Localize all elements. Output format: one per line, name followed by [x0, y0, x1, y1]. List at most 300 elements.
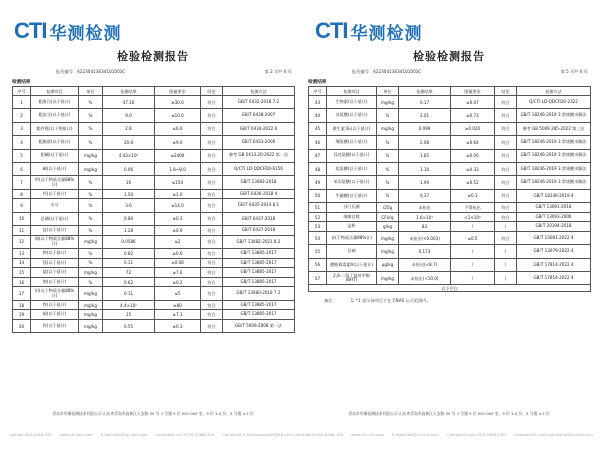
- cell-seq: 44: [309, 109, 327, 122]
- cell-result: 2.8: [103, 122, 155, 135]
- cell-result: 1.50: [103, 189, 155, 199]
- column-header-item: 检测项目: [327, 87, 377, 96]
- cell-method: GB/T 18246-2019 3 常规酸水解法: [517, 176, 591, 189]
- cell-method: GB/T 6432-2018 7.2: [223, 96, 295, 109]
- cell-limit: ≤6.0: [155, 122, 201, 135]
- cell-unit: mg/kg: [79, 149, 103, 162]
- cell-limit: ≥0.3: [155, 320, 201, 333]
- cell-unit: mg/kg: [377, 272, 399, 285]
- cell-limit: ≥0.3: [155, 212, 201, 225]
- cell-item: 镁(以干基计): [31, 258, 79, 268]
- cell-limit: 不得检出: [451, 203, 495, 213]
- table-row: [309, 149, 591, 162]
- cell-seq: 1: [13, 96, 31, 109]
- cell-item: 钠(以干基计): [31, 277, 79, 287]
- table-row: [13, 136, 295, 149]
- cell-conclusion: /: [495, 258, 517, 271]
- cell-item: 维生素 B₁(以干基计): [327, 122, 377, 135]
- cell-item: 沙门氏菌: [327, 203, 377, 213]
- cell-conclusion: 符合: [495, 212, 517, 222]
- cell-unit: mg/kg: [79, 310, 103, 320]
- table-row: [309, 272, 591, 285]
- cell-item: 钙(以干基计): [31, 189, 79, 199]
- table-row: [309, 203, 591, 213]
- cell-conclusion: 符合: [201, 268, 223, 278]
- column-header-conclusion: 结论: [495, 87, 517, 96]
- cell-item: 碘(以干基计): [31, 162, 79, 175]
- cell-limit: ≥0.56: [451, 149, 495, 162]
- cell-item: 异亮氨酸(以干基计): [327, 149, 377, 162]
- cell-method: GB/T 18246-2019 3 常规酸水解法: [517, 136, 591, 149]
- results-table-right: [308, 86, 591, 292]
- cell-result: 2.01: [399, 109, 451, 122]
- cell-method: GB/T 18246-2019 4: [517, 189, 591, 202]
- table-row: [13, 189, 295, 199]
- cell-unit: %: [377, 109, 399, 122]
- brand-logo-text: CTI: [315, 18, 348, 43]
- table-row: [13, 268, 295, 278]
- cell-result: 未检出: [399, 203, 451, 213]
- cell-result: 20.6: [103, 136, 155, 149]
- cell-unit: mg/kg: [79, 287, 103, 300]
- section-title: 检测结果: [308, 80, 327, 85]
- cell-method: GB/T 13081-2022 4: [517, 231, 591, 244]
- cell-method: GB/T 13885-2017: [223, 258, 295, 268]
- cell-result: 0.11: [103, 287, 155, 300]
- column-header-method: 检测方法: [517, 87, 591, 96]
- cell-seq: 55: [309, 245, 327, 258]
- cell-limit: ≥0.2: [155, 277, 201, 287]
- cell-limit: /: [451, 258, 495, 271]
- cell-limit: ≥0.07: [451, 96, 495, 109]
- cell-method: GB/T 6438-2007: [223, 109, 295, 122]
- brand-logo-chinese: 华测检测: [350, 23, 423, 44]
- cell-limit: ≥30.0: [155, 96, 201, 109]
- blank-marker: 以下空白: [309, 285, 591, 292]
- cell-seq: 57: [309, 272, 327, 285]
- cell-seq: 4: [13, 136, 31, 149]
- page-meta: [8, 69, 298, 75]
- cell-method: GB/T 13093-2006: [517, 212, 591, 222]
- cell-method: 参考 GB 5413.20-2022 第一法: [223, 149, 295, 162]
- cell-method: GB/T 13080-2018 7.2: [223, 287, 295, 300]
- cell-seq: 53: [309, 222, 327, 232]
- cell-limit: ≥0.64: [451, 136, 495, 149]
- cell-result: 0.82: [103, 249, 155, 259]
- table-row: [13, 258, 295, 268]
- cell-method: GB/T 13082-2021 8.2: [223, 235, 295, 248]
- cell-conclusion: 符合: [201, 109, 223, 122]
- remark: [324, 298, 594, 304]
- cell-unit: mg/kg: [377, 122, 399, 135]
- cell-item: 盐(以干基计): [31, 226, 79, 236]
- column-header-unit: 单位: [79, 87, 103, 96]
- cell-item: 钾(以干基计): [31, 249, 79, 259]
- brand-logo-text: CTI: [14, 18, 47, 43]
- cell-item: 汞(干物质含量88%计): [327, 231, 377, 244]
- cell-seq: 17: [13, 287, 31, 300]
- report-title: 检验检测报告: [117, 50, 189, 63]
- page-number: 第 2 页共 6 页: [264, 69, 292, 74]
- table-row: [309, 109, 591, 122]
- cell-unit: g/kg: [377, 222, 399, 232]
- cell-limit: 1.8~8.0: [155, 162, 201, 175]
- cell-conclusion: 符合: [495, 122, 517, 135]
- cell-item: 淀粉: [327, 222, 377, 232]
- blank-row: [309, 285, 591, 292]
- cell-result: 1.85: [399, 149, 451, 162]
- table-row: [309, 231, 591, 244]
- cell-result: 1.10: [399, 162, 451, 175]
- cell-unit: %: [79, 277, 103, 287]
- table-row: [309, 245, 591, 258]
- cell-method: 参考 GB 5009.285-2022 第三法: [517, 122, 591, 135]
- cell-method: GB/T 6437-2018: [223, 226, 295, 236]
- table-row: [13, 287, 295, 300]
- cell-unit: %: [79, 176, 103, 189]
- cell-limit: ≤14.0: [155, 199, 201, 212]
- cell-seq: 12: [13, 235, 31, 248]
- cell-limit: ≥1.0: [155, 189, 201, 199]
- cell-seq: 56: [309, 258, 327, 271]
- table-row: [13, 109, 295, 122]
- cell-unit: %: [377, 176, 399, 189]
- cell-result: 0.173: [399, 245, 451, 258]
- cell-result: 2.08: [399, 136, 451, 149]
- cell-unit: %: [377, 149, 399, 162]
- cell-method: Q/CTI LD-QDCFD0-2322: [517, 96, 591, 109]
- contact-item: Complaint call 0755-33681700: [155, 432, 215, 437]
- remark-label: 备注：: [324, 298, 337, 304]
- report-page-left: [8, 47, 298, 419]
- cell-item: 苏氨酸(以干基计): [327, 109, 377, 122]
- cell-limit: /: [451, 272, 495, 285]
- cell-item: 组氨酸(以干基计): [327, 162, 377, 175]
- cell-item: 铁(以干基计): [31, 300, 79, 310]
- cell-method: GB/T 6436-2018 4: [223, 189, 295, 199]
- section-title: 检测结果: [12, 80, 31, 85]
- cell-conclusion: 符合: [495, 149, 517, 162]
- cell-item: 总磷(以干基计): [31, 212, 79, 225]
- cell-item: 粗脂肪(以干基计): [31, 136, 79, 149]
- cell-result: 1.6×10³: [399, 212, 451, 222]
- page-footer: 青岛市华测检测技术有限公司 山东省青岛市高新区天安路 30 号 1 号楼 5 层 001-002 室、5 层 1-4 层、3 号楼 4-5 层: [52, 411, 254, 416]
- contact-item: Complaint E-mail:complaint@cti-cert.com: [513, 432, 593, 437]
- table-row: [309, 176, 591, 189]
- cell-seq: 13: [13, 249, 31, 259]
- report-title: 检验检测报告: [413, 50, 485, 63]
- cell-seq: 10: [13, 212, 31, 225]
- cell-unit: mg/kg: [79, 162, 103, 175]
- cell-seq: 52: [309, 212, 327, 222]
- cell-conclusion: 符合: [201, 249, 223, 259]
- cell-limit: ≤2: [155, 235, 201, 248]
- cell-result: 0.11: [103, 258, 155, 268]
- cell-item: 赭曲霉毒素A(以干基计): [327, 258, 377, 271]
- column-header-seq: 序号: [309, 87, 327, 96]
- cell-seq: 8: [13, 189, 31, 199]
- column-header-result: 检测结果: [399, 87, 451, 96]
- cell-item: 牛磺酸(以干基计): [327, 189, 377, 202]
- table-row: [13, 226, 295, 236]
- cell-conclusion: 符合: [201, 287, 223, 300]
- cell-conclusion: 符合: [495, 162, 517, 175]
- cell-unit: mg/kg: [79, 320, 103, 333]
- cell-method: GB/T 13885-2017: [223, 277, 295, 287]
- table-row: [13, 300, 295, 310]
- cell-conclusion: 符合: [201, 226, 223, 236]
- cell-result: 0.06: [103, 162, 155, 175]
- page-footer: 青岛市华测检测技术有限公司 山东省青岛市高新区天安路 30 号 1 号楼 5 层 001-002 室、5 层 1-4 层、3 号楼 4-5 层: [348, 411, 550, 416]
- table-row: [13, 212, 295, 225]
- cell-limit: /: [451, 245, 495, 258]
- brand-logo-chinese: 华测检测: [49, 23, 122, 44]
- cell-seq: 48: [309, 162, 327, 175]
- cell-unit: /25g: [377, 203, 399, 213]
- cell-seq: 45: [309, 122, 327, 135]
- table-row: [309, 136, 591, 149]
- cell-conclusion: 符合: [201, 277, 223, 287]
- table-row: [13, 249, 295, 259]
- cell-result: 72: [103, 268, 155, 278]
- cell-conclusion: /: [495, 272, 517, 285]
- column-header-limit: 限量要求: [155, 87, 201, 96]
- table-row: [13, 176, 295, 189]
- contact-item: Complaint call 0755-33681700: [446, 432, 506, 437]
- cell-limit: ≥9.0: [155, 136, 201, 149]
- cell-item: 铜(以干基计): [31, 310, 79, 320]
- cell-seq: 50: [309, 189, 327, 202]
- cell-item: 水分: [31, 199, 79, 212]
- cell-unit: mg/kg: [79, 235, 103, 248]
- contact-item: Hotline 400-6788-333: [10, 432, 52, 437]
- cell-seq: 18: [13, 300, 31, 310]
- table-row: [13, 122, 295, 135]
- cell-unit: mg/kg: [377, 96, 399, 109]
- table-row: [13, 320, 295, 333]
- cell-result: 1.90: [399, 176, 451, 189]
- cell-conclusion: 符合: [201, 235, 223, 248]
- cell-conclusion: 符合: [201, 176, 223, 189]
- cell-seq: 47: [309, 149, 327, 162]
- cell-seq: 6: [13, 162, 31, 175]
- cell-unit: CFU/g: [377, 212, 399, 222]
- cell-result: 0.17: [399, 96, 451, 109]
- column-header-seq: 序号: [13, 87, 31, 96]
- cell-item: 2,6-二叔丁基对甲酚(BHT): [327, 272, 377, 285]
- report-number: 报告编号：A2230413634101003C: [56, 69, 126, 74]
- table-row: [309, 189, 591, 202]
- contact-item: www.cti-cert.com: [351, 432, 385, 437]
- cell-item: 锌(以干基计): [31, 320, 79, 333]
- cell-conclusion: /: [495, 245, 517, 258]
- cell-item: 铅(以干物质含量88%计): [31, 287, 79, 300]
- cell-item: 生物素(以干基计): [327, 96, 377, 109]
- cell-conclusion: 符合: [201, 320, 223, 333]
- cell-method: GB/T 18246-2019 3 常规酸水解法: [517, 149, 591, 162]
- page-number: 第 5 页共 6 页: [560, 69, 588, 74]
- cell-method: GB/T 20194-2018: [517, 222, 591, 232]
- cell-conclusion: 符合: [495, 176, 517, 189]
- cell-seq: 5: [13, 149, 31, 162]
- cell-limit: /: [451, 222, 495, 232]
- cell-item: 锰(以干基计): [31, 268, 79, 278]
- cell-item: 粗灰分(以干基计): [31, 109, 79, 122]
- cell-method: GB/T 5009-2008 第一法: [223, 320, 295, 333]
- cell-method: GB/T 6433-2006: [223, 136, 295, 149]
- contact-item: Complaint E-mail:complaint@cti-cert.com: [222, 432, 302, 437]
- cell-limit: ≥7.6: [155, 268, 201, 278]
- cell-unit: mg/kg: [377, 231, 399, 244]
- cell-unit: %: [79, 96, 103, 109]
- cell-result: 83: [399, 222, 451, 232]
- cell-seq: 16: [13, 277, 31, 287]
- cell-seq: 9: [13, 199, 31, 212]
- cell-seq: 49: [309, 176, 327, 189]
- cell-conclusion: 符合: [201, 149, 223, 162]
- report-number: 报告编号：A2230413634101003C: [352, 69, 422, 74]
- cell-conclusion: 符合: [201, 310, 223, 320]
- cell-limit: <1×10⁴: [451, 212, 495, 222]
- cell-method: GB/T 13885-2017: [223, 310, 295, 320]
- cell-seq: 11: [13, 226, 31, 236]
- cell-result: 16: [103, 176, 155, 189]
- cell-seq: 43: [309, 96, 327, 109]
- cell-conclusion: 符合: [201, 199, 223, 212]
- table-row: [309, 258, 591, 271]
- cell-method: GB/T 6435-2014 8.1: [223, 199, 295, 212]
- cell-limit: ≥0.1: [451, 189, 495, 202]
- cell-limit: ≥0.9: [155, 226, 201, 236]
- cell-seq: 7: [13, 176, 31, 189]
- cell-result: 3.6: [103, 199, 155, 212]
- cell-unit: %: [79, 249, 103, 259]
- table-row: [309, 162, 591, 175]
- table-row: [309, 96, 591, 109]
- cell-item: 粗纤维(以干物质计): [31, 122, 79, 135]
- cell-method: GB/T 18246-2019 3 常规酸水解法: [517, 162, 591, 175]
- cell-method: GB/T 6437-2018: [223, 212, 295, 225]
- cell-seq: 14: [13, 258, 31, 268]
- cell-seq: 54: [309, 231, 327, 244]
- cell-method: GB/T 13885-2017: [223, 268, 295, 278]
- table-row: [13, 199, 295, 212]
- cell-conclusion: 符合: [201, 300, 223, 310]
- cell-method: GB/T 13885-2017: [223, 300, 295, 310]
- contact-bar: [10, 432, 593, 437]
- cell-conclusion: 符合: [495, 203, 517, 213]
- cell-result: 47.16: [103, 96, 155, 109]
- cell-conclusion: 符合: [201, 96, 223, 109]
- cell-conclusion: 符合: [201, 136, 223, 149]
- contact-item: www.cti-cert.com: [59, 432, 93, 437]
- cell-conclusion: 符合: [201, 212, 223, 225]
- cell-seq: 19: [13, 310, 31, 320]
- table-row: [309, 212, 591, 222]
- column-header-method: 检测方法: [223, 87, 295, 96]
- cell-item: 缬氨酸(以干基计): [327, 136, 377, 149]
- cell-unit: %: [377, 162, 399, 175]
- cell-conclusion: 符合: [495, 136, 517, 149]
- column-header-limit: 限量要求: [451, 87, 495, 96]
- cell-unit: %: [79, 226, 103, 236]
- cell-unit: %: [377, 136, 399, 149]
- cell-conclusion: 符合: [201, 122, 223, 135]
- cell-limit: ≥2400: [155, 149, 201, 162]
- cell-unit: μg/kg: [377, 258, 399, 271]
- cell-method: GB/T 13079-2022 4: [517, 245, 591, 258]
- cell-item: 胆碱(以干基计): [31, 149, 79, 162]
- cell-result: 4.43×10³: [103, 149, 155, 162]
- cell-limit: ≥0.6: [155, 249, 201, 259]
- cell-limit: ≥7.3: [155, 310, 201, 320]
- cell-result: 0.62: [103, 277, 155, 287]
- cell-method: GB/T 13091-2018: [517, 203, 591, 213]
- table-row: [13, 162, 295, 175]
- cell-unit: %: [79, 136, 103, 149]
- cell-result: 15: [103, 310, 155, 320]
- cell-unit: mg/kg: [79, 300, 103, 310]
- column-header-item: 检测项目: [31, 87, 79, 96]
- cell-conclusion: 符合: [201, 162, 223, 175]
- remark-text: 1. *1 表示该项目不在 CNAS 认可范围内。: [350, 298, 431, 304]
- cell-item: 铜(以干物质含量88%计): [31, 235, 79, 248]
- cell-method: GB/T 6434-2022 6: [223, 122, 295, 135]
- cell-unit: %: [79, 258, 103, 268]
- contact-item: E-mail:info@cti-cert.com: [392, 432, 439, 437]
- cell-seq: 46: [309, 136, 327, 149]
- cell-unit: %: [377, 189, 399, 202]
- table-row: [309, 222, 591, 232]
- table-row: [13, 149, 295, 162]
- cell-result: 0.80: [103, 212, 155, 225]
- cti-logo-right: [315, 18, 422, 44]
- cell-result: 0.0586: [103, 235, 155, 248]
- cell-conclusion: 符合: [495, 189, 517, 202]
- cell-conclusion: 符合: [495, 231, 517, 244]
- cell-method: GB/T 17814-2022 4: [517, 272, 591, 285]
- cell-result: 未检出(<0.003): [399, 231, 451, 244]
- page-meta: [304, 69, 594, 75]
- cell-item: 细菌总数: [327, 212, 377, 222]
- cell-seq: 15: [13, 268, 31, 278]
- cell-item: 苯丙氨酸(以干基计): [327, 176, 377, 189]
- cell-result: 4.4×10²: [103, 300, 155, 310]
- table-row: [309, 122, 591, 135]
- cell-method: GB/T 18246-2019 3 常规酸水解法: [517, 109, 591, 122]
- cell-limit: ≤5: [155, 287, 201, 300]
- cell-result: 9.0: [103, 109, 155, 122]
- cell-seq: 3: [13, 122, 31, 135]
- cell-conclusion: 符合: [495, 96, 517, 109]
- cell-method: GB/T 13885-2017: [223, 249, 295, 259]
- results-table-left: [12, 86, 295, 333]
- cell-limit: ≥0.73: [451, 109, 495, 122]
- cell-limit: ≤0.5: [451, 231, 495, 244]
- cell-seq: 51: [309, 203, 327, 213]
- cti-logo-left: [14, 18, 121, 44]
- cell-item: 总砷: [327, 245, 377, 258]
- cell-result: 0.099: [399, 122, 451, 135]
- cell-limit: ≥0.33: [451, 162, 495, 175]
- cell-result: 未检出(<10.0): [399, 272, 451, 285]
- column-header-unit: 单位: [377, 87, 399, 96]
- table-row: [13, 277, 295, 287]
- column-header-result: 检测结果: [103, 87, 155, 96]
- cell-unit: mg/kg: [79, 268, 103, 278]
- column-header-conclusion: 结论: [201, 87, 223, 96]
- cell-method: GB/T 13083-2018: [223, 176, 295, 189]
